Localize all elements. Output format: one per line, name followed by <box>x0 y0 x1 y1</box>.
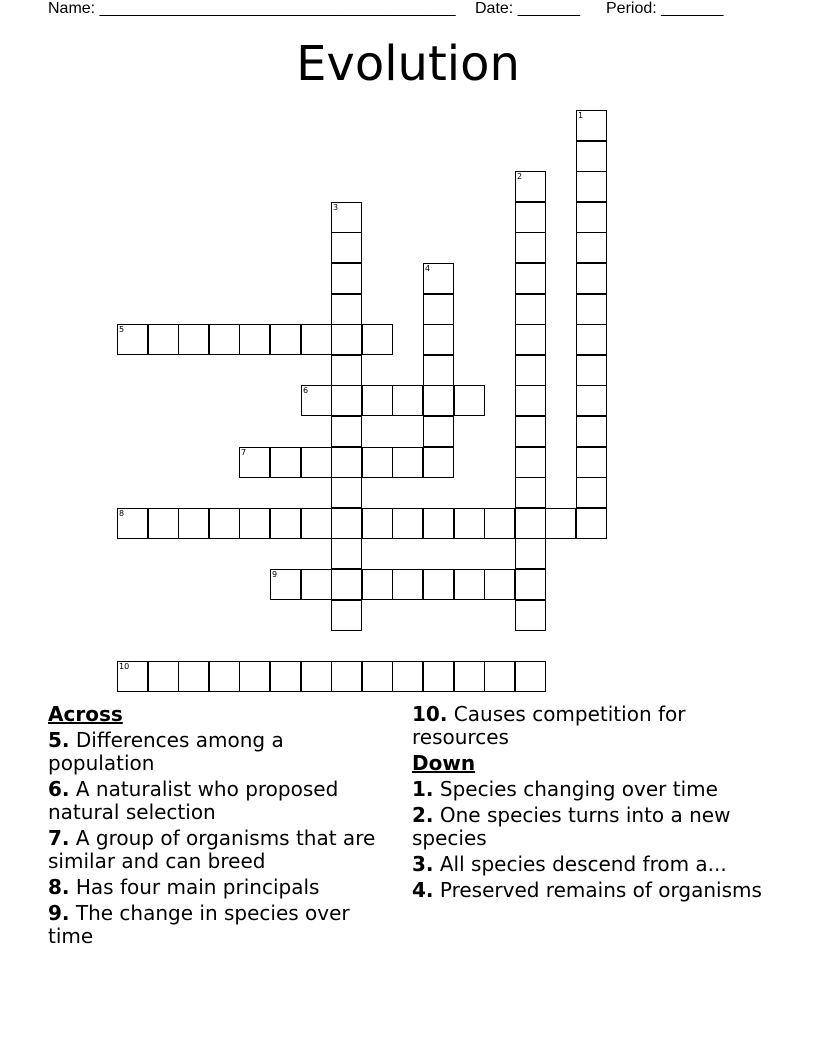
crossword-cell[interactable] <box>423 416 454 447</box>
crossword-cell[interactable] <box>331 324 362 355</box>
crossword-cell[interactable] <box>270 661 301 692</box>
crossword-cell[interactable] <box>423 661 454 692</box>
name-field-label[interactable]: Name: ________________________________________ <box>48 0 456 17</box>
clue-text: Species changing over time <box>433 777 718 801</box>
crossword-cell[interactable] <box>209 324 240 355</box>
crossword-cell[interactable] <box>576 110 607 141</box>
crossword-cell[interactable] <box>148 661 179 692</box>
crossword-cell[interactable] <box>362 447 393 478</box>
clue-number: 7. <box>48 826 70 850</box>
crossword-cell[interactable] <box>331 477 362 508</box>
crossword-cell[interactable] <box>117 324 148 355</box>
crossword-cell[interactable] <box>423 508 454 539</box>
clue-number: 4. <box>412 878 434 902</box>
clue-text: All species descend from a... <box>433 852 727 876</box>
down-clue-4 <box>412 879 772 902</box>
crossword-cell[interactable] <box>484 661 515 692</box>
crossword-cell[interactable] <box>515 569 546 600</box>
crossword-cell[interactable] <box>331 416 362 447</box>
crossword-cell[interactable] <box>423 447 454 478</box>
crossword-cell[interactable] <box>484 569 515 600</box>
crossword-cell[interactable] <box>270 447 301 478</box>
crossword-cell[interactable] <box>239 508 270 539</box>
crossword-cell[interactable] <box>515 416 546 447</box>
clue-text: Differences among a population <box>48 728 284 775</box>
clue-text: The change in species over time <box>48 901 350 948</box>
crossword-cell[interactable] <box>576 171 607 202</box>
crossword-cell[interactable] <box>362 569 393 600</box>
cell-number: 7 <box>241 448 247 457</box>
clue-text: Has four main principals <box>69 875 320 899</box>
crossword-cell[interactable] <box>331 508 362 539</box>
clue-text: Preserved remains of organisms <box>433 878 762 902</box>
crossword-cell[interactable] <box>178 508 209 539</box>
clue-number: 10. <box>412 702 448 726</box>
cell-number: 6 <box>303 386 309 395</box>
crossword-cell[interactable] <box>178 661 209 692</box>
crossword-cell[interactable] <box>270 569 301 600</box>
crossword-cell[interactable] <box>576 232 607 263</box>
crossword-cell[interactable] <box>301 324 332 355</box>
crossword-cell[interactable] <box>576 477 607 508</box>
crossword-cell[interactable] <box>515 508 546 539</box>
date-field-label[interactable]: Date: _______ <box>475 0 580 17</box>
cell-number: 9 <box>272 570 278 579</box>
crossword-cell[interactable] <box>515 324 546 355</box>
crossword-cell[interactable] <box>331 232 362 263</box>
crossword-cell[interactable] <box>331 661 362 692</box>
cell-number: 8 <box>119 509 125 518</box>
crossword-cell[interactable] <box>576 263 607 294</box>
clue-text: A group of organisms that are similar and can breed <box>48 826 376 873</box>
across-clue-9 <box>48 902 378 948</box>
crossword-cell[interactable] <box>209 661 240 692</box>
crossword-cell[interactable] <box>423 324 454 355</box>
crossword-cell[interactable] <box>362 508 393 539</box>
crossword-cell[interactable] <box>301 447 332 478</box>
crossword-cell[interactable] <box>515 600 546 631</box>
crossword-cell[interactable] <box>178 324 209 355</box>
clue-text: One species turns into a new species <box>412 803 731 850</box>
crossword-cell[interactable] <box>515 294 546 325</box>
clue-number: 1. <box>412 777 434 801</box>
cell-number: 3 <box>333 203 339 212</box>
clue-text: A naturalist who proposed natural selection <box>48 777 339 824</box>
crossword-cell[interactable] <box>576 447 607 478</box>
crossword-cell[interactable] <box>576 385 607 416</box>
crossword-cell[interactable] <box>301 661 332 692</box>
crossword-cell[interactable] <box>331 263 362 294</box>
clue-number: 3. <box>412 852 434 876</box>
crossword-cell[interactable] <box>454 569 485 600</box>
across-clue-8 <box>48 876 378 899</box>
across-clue-5 <box>48 729 378 775</box>
crossword-cell[interactable] <box>454 508 485 539</box>
crossword-cell[interactable] <box>515 202 546 233</box>
crossword-cell[interactable] <box>331 600 362 631</box>
down-heading: Down <box>412 751 476 775</box>
crossword-cell[interactable] <box>392 385 423 416</box>
crossword-cell[interactable] <box>576 355 607 386</box>
cell-number: 10 <box>119 662 130 671</box>
crossword-cell[interactable] <box>515 171 546 202</box>
crossword-cell[interactable] <box>423 294 454 325</box>
crossword-cell[interactable] <box>239 324 270 355</box>
crossword-cell[interactable] <box>362 385 393 416</box>
clues-column-left <box>48 703 378 951</box>
crossword-cell[interactable] <box>209 508 240 539</box>
crossword-cell[interactable] <box>392 447 423 478</box>
crossword-cell[interactable] <box>423 569 454 600</box>
crossword-cell[interactable] <box>331 447 362 478</box>
crossword-cell[interactable] <box>576 141 607 172</box>
across-clue-10 <box>412 703 772 749</box>
crossword-cell[interactable] <box>515 385 546 416</box>
clue-number: 9. <box>48 901 70 925</box>
across-clue-7 <box>48 827 378 873</box>
crossword-cell[interactable] <box>270 508 301 539</box>
page-title: Evolution <box>296 36 520 92</box>
crossword-cell[interactable] <box>239 661 270 692</box>
crossword-cell[interactable] <box>545 508 576 539</box>
cell-number: 1 <box>578 111 584 120</box>
down-clue-1 <box>412 778 772 801</box>
crossword-cell[interactable] <box>270 324 301 355</box>
across-clue-6 <box>48 778 378 824</box>
clue-number: 5. <box>48 728 70 752</box>
crossword-cell[interactable] <box>117 661 148 692</box>
cell-number: 4 <box>425 264 431 273</box>
crossword-cell[interactable] <box>239 447 270 478</box>
crossword-cell[interactable] <box>576 508 607 539</box>
crossword-cell[interactable] <box>331 385 362 416</box>
crossword-cell[interactable] <box>454 661 485 692</box>
crossword-cell[interactable] <box>515 447 546 478</box>
crossword-cell[interactable] <box>515 232 546 263</box>
crossword-cell[interactable] <box>515 263 546 294</box>
crossword-cell[interactable] <box>454 385 485 416</box>
crossword-cell[interactable] <box>331 294 362 325</box>
clue-number: 8. <box>48 875 70 899</box>
period-field-label[interactable]: Period: _______ <box>606 0 724 17</box>
crossword-cell[interactable] <box>331 355 362 386</box>
crossword-cell[interactable] <box>392 569 423 600</box>
crossword-cell[interactable] <box>148 324 179 355</box>
crossword-cell[interactable] <box>515 477 546 508</box>
crossword-cell[interactable] <box>576 294 607 325</box>
crossword-cell[interactable] <box>423 385 454 416</box>
crossword-cell[interactable] <box>392 661 423 692</box>
crossword-cell[interactable] <box>423 263 454 294</box>
crossword-cell[interactable] <box>362 661 393 692</box>
down-clue-2 <box>412 804 772 850</box>
crossword-cell[interactable] <box>331 202 362 233</box>
crossword-cell[interactable] <box>576 324 607 355</box>
crossword-cell[interactable] <box>331 569 362 600</box>
cell-number: 2 <box>517 172 523 181</box>
cell-number: 5 <box>119 325 125 334</box>
across-heading: Across <box>48 702 123 726</box>
crossword-cell[interactable] <box>362 324 393 355</box>
crossword-cell[interactable] <box>515 661 546 692</box>
crossword-cell[interactable] <box>117 508 148 539</box>
crossword-cell[interactable] <box>301 385 332 416</box>
clue-text: Causes competition for resources <box>412 702 686 749</box>
clue-number: 6. <box>48 777 70 801</box>
crossword-cell[interactable] <box>515 538 546 569</box>
crossword-cell[interactable] <box>301 508 332 539</box>
crossword-cell[interactable] <box>515 355 546 386</box>
clue-number: 2. <box>412 803 434 827</box>
crossword-cell[interactable] <box>576 416 607 447</box>
crossword-cell[interactable] <box>392 508 423 539</box>
crossword-cell[interactable] <box>331 538 362 569</box>
crossword-cell[interactable] <box>301 569 332 600</box>
down-clue-3 <box>412 853 772 876</box>
crossword-cell[interactable] <box>576 202 607 233</box>
crossword-cell[interactable] <box>484 508 515 539</box>
crossword-cell[interactable] <box>423 355 454 386</box>
crossword-cell[interactable] <box>148 508 179 539</box>
clues-column-right <box>412 703 772 905</box>
